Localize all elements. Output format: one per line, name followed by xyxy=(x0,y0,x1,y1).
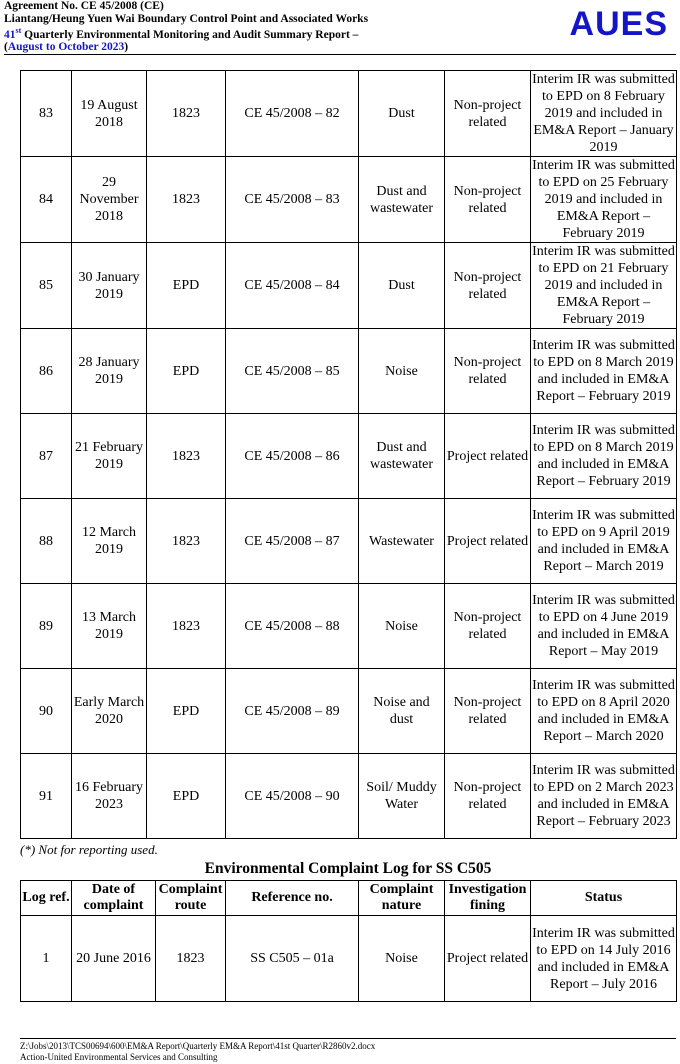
cell-route: 1823 xyxy=(147,499,226,584)
agreement-number: Agreement No. CE 45/2008 (CE) xyxy=(4,0,164,12)
cell-investigation: Non-project related xyxy=(445,329,531,414)
complaint-log-table-ss xyxy=(20,880,677,1002)
cell-route: EPD xyxy=(147,754,226,839)
footer-divider xyxy=(20,1038,676,1039)
cell-nature: Wastewater xyxy=(359,499,445,584)
cell-route: 1823 xyxy=(147,584,226,669)
cell-date: 29 November 2018 xyxy=(72,157,147,243)
report-period-open: ( xyxy=(4,41,8,54)
cell-reference: CE 45/2008 – 84 xyxy=(226,243,359,329)
cell-date: 19 August 2018 xyxy=(72,71,147,157)
header-divider xyxy=(4,54,676,55)
report-number-suffix: st xyxy=(15,26,22,35)
cell-nature: Dust and wastewater xyxy=(359,414,445,499)
cell-date: 28 January 2019 xyxy=(72,329,147,414)
cell-nature: Soil/ Muddy Water xyxy=(359,754,445,839)
cell-status: Interim IR was submitted to EPD on 8 April 2020 and included in EM&A Report – March 2020 xyxy=(531,669,677,754)
cell-route: EPD xyxy=(147,243,226,329)
cell-ref: 85 xyxy=(21,243,72,329)
project-title: Liantang/Heung Yuen Wai Boundary Control Point and Associated Works xyxy=(4,12,369,25)
cell-status: Interim IR was submitted to EPD on 8 March 2019 and included in EM&A Report – February 2019 xyxy=(531,414,677,499)
report-period-close: ) xyxy=(124,41,129,54)
cell-investigation: Non-project related xyxy=(445,669,531,754)
cell-ref: 90 xyxy=(21,669,72,754)
header-investigation: Investigation fining xyxy=(445,881,531,916)
cell-reference: CE 45/2008 – 90 xyxy=(226,754,359,839)
cell-date: 21 February 2019 xyxy=(72,414,147,499)
cell-nature: Noise xyxy=(359,916,445,1002)
table-row xyxy=(21,754,677,839)
aues-logo: AUES xyxy=(569,5,668,43)
cell-status: Interim IR was submitted to EPD on 8 March 2019 and included in EM&A Report – February 2019 xyxy=(531,329,677,414)
report-title-text: Quarterly Environmental Monitoring and Audit Summary Report – xyxy=(21,28,359,41)
cell-ref: 89 xyxy=(21,584,72,669)
cell-nature: Dust xyxy=(359,71,445,157)
cell-investigation: Non-project related xyxy=(445,157,531,243)
table-row xyxy=(21,584,677,669)
table-row xyxy=(21,499,677,584)
cell-investigation: Non-project related xyxy=(445,584,531,669)
cell-nature: Dust xyxy=(359,243,445,329)
cell-investigation: Non-project related xyxy=(445,71,531,157)
cell-date: 12 March 2019 xyxy=(72,499,147,584)
cell-route: 1823 xyxy=(147,71,226,157)
footnote: (*) Not for reporting used. xyxy=(20,842,158,857)
cell-date: 16 February 2023 xyxy=(72,754,147,839)
cell-date: 30 January 2019 xyxy=(72,243,147,329)
cell-route: EPD xyxy=(147,329,226,414)
header-status: Status xyxy=(531,881,677,916)
table-row xyxy=(21,414,677,499)
cell-investigation: Non-project related xyxy=(445,243,531,329)
footer-company: Action-United Environmental Services and Consulting xyxy=(20,1052,218,1062)
cell-status: Interim IR was submitted to EPD on 8 February 2019 and included in EM&A Report – January 2019 xyxy=(532,72,675,155)
cell-investigation: Project related xyxy=(445,414,531,499)
cell-nature: Noise and dust xyxy=(359,669,445,754)
cell-reference: CE 45/2008 – 89 xyxy=(226,669,359,754)
cell-date: Early March 2020 xyxy=(72,669,147,754)
cell-nature: Noise xyxy=(359,329,445,414)
cell-reference: CE 45/2008 – 82 xyxy=(226,71,359,157)
table-row xyxy=(21,71,677,157)
cell-reference: SS C505 – 01a xyxy=(226,916,359,1002)
table-row xyxy=(21,329,677,414)
footer-file-path: Z:\Jobs\2013\TCS00694\600\EM&A Report\Quarterly EM&A Report\41st Quarter\R2860v2.docx xyxy=(20,1041,376,1051)
cell-ref: 84 xyxy=(21,157,72,243)
cell-status: Interim IR was submitted to EPD on 4 June 2019 and included in EM&A Report – May 2019 xyxy=(531,584,677,669)
cell-reference: CE 45/2008 – 85 xyxy=(226,329,359,414)
cell-reference: CE 45/2008 – 86 xyxy=(226,414,359,499)
cell-route: 1823 xyxy=(156,916,226,1002)
cell-investigation: Non-project related xyxy=(445,754,531,839)
cell-reference: CE 45/2008 – 88 xyxy=(226,584,359,669)
cell-investigation: Project related xyxy=(445,499,531,584)
page-header xyxy=(4,0,676,56)
cell-reference: CE 45/2008 – 87 xyxy=(226,499,359,584)
report-number: 41 xyxy=(4,28,16,41)
table-row xyxy=(21,243,677,329)
cell-reference: CE 45/2008 – 83 xyxy=(226,157,359,243)
cell-route: EPD xyxy=(147,669,226,754)
table-row xyxy=(21,916,677,1002)
header-nature: Complaint nature xyxy=(359,881,445,916)
header-date: Date of complaint xyxy=(72,881,156,916)
header-reference: Reference no. xyxy=(226,881,359,916)
cell-nature: Dust and wastewater xyxy=(359,157,445,243)
cell-status: Interim IR was submitted to EPD on 14 July 2016 and included in EM&A Report – July 2016 xyxy=(531,916,677,1002)
cell-status: Interim IR was submitted to EPD on 25 February 2019 and included in EM&A Report – February 2019 xyxy=(532,158,675,241)
cell-ref: 87 xyxy=(21,414,72,499)
cell-ref: 88 xyxy=(21,499,72,584)
header-log-ref: Log ref. xyxy=(21,881,72,916)
table-row xyxy=(21,157,677,243)
cell-nature: Noise xyxy=(359,584,445,669)
header-route: Complaint route xyxy=(156,881,226,916)
cell-route: 1823 xyxy=(147,157,226,243)
complaint-log-table-ce xyxy=(20,70,677,839)
section-title: Environmental Complaint Log for SS C505 xyxy=(204,860,492,877)
cell-date: 20 June 2016 xyxy=(72,916,156,1002)
cell-ref: 83 xyxy=(21,71,72,157)
cell-ref: 86 xyxy=(21,329,72,414)
cell-status: Interim IR was submitted to EPD on 2 March 2023 and included in EM&A Report – February 2023 xyxy=(531,754,677,839)
cell-ref: 1 xyxy=(21,916,72,1002)
cell-investigation: Project related xyxy=(445,916,531,1002)
cell-status: Interim IR was submitted to EPD on 9 April 2019 and included in EM&A Report – March 2019 xyxy=(531,499,677,584)
cell-route: 1823 xyxy=(147,414,226,499)
table-header-row xyxy=(21,881,677,916)
cell-date: 13 March 2019 xyxy=(72,584,147,669)
table-row xyxy=(21,669,677,754)
cell-ref: 91 xyxy=(21,754,72,839)
report-period-text: August to October 2023 xyxy=(7,41,125,54)
cell-status: Interim IR was submitted to EPD on 21 February 2019 and included in EM&A Report – February 2019 xyxy=(532,244,675,327)
